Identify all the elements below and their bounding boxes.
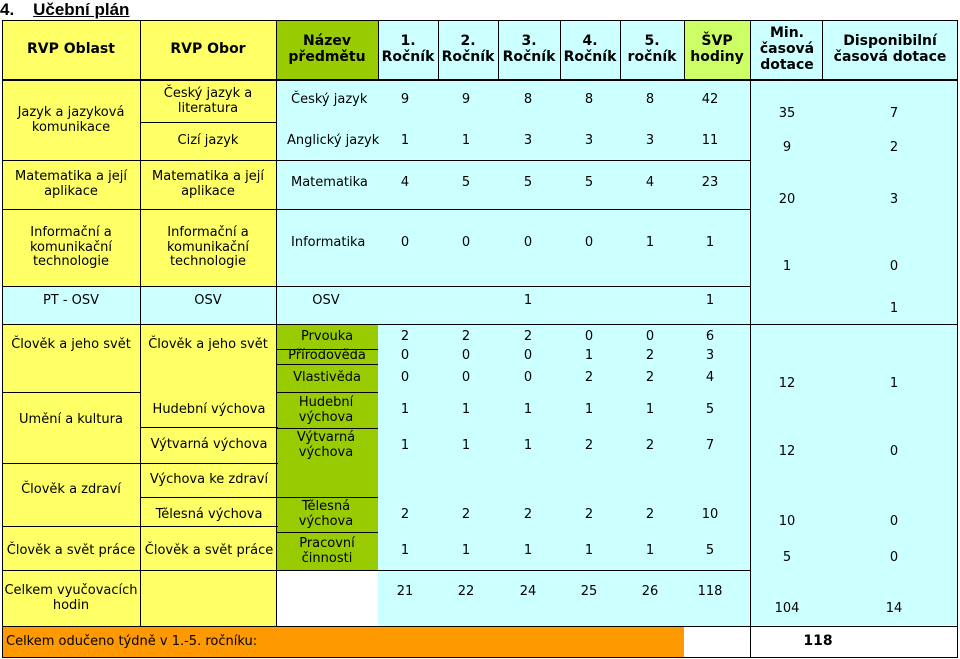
value-pri-total: 3 [705,348,715,364]
total-grade-4: 25 [580,583,598,599]
value-m-4: 5 [584,175,594,191]
value-prv-2: 2 [461,328,471,344]
value-pc-5: 1 [645,543,655,559]
value-pri-5: 2 [645,348,655,364]
value-tv-1: 2 [400,506,410,522]
header-svp-hours: ŠVP hodiny [690,33,744,65]
obor-telesna: Tělesná výchova [155,507,263,523]
value-i-1: 0 [400,234,410,250]
header-grade-3: 3. Ročník [502,33,556,65]
total-grade-2: 22 [457,583,475,599]
value-i-4: 0 [584,234,594,250]
value-vv-5: 2 [645,437,655,453]
value-m-2: 5 [461,175,471,191]
min-zdravi: 10 [778,513,796,529]
area-ikt: Informační a komunikační technologie [29,225,113,270]
value-vla-4: 2 [584,370,594,386]
footer-total: 118 [803,633,833,650]
value-hv-total: 5 [705,402,715,418]
obor-matematika: Matematika a její aplikace [152,169,264,199]
header-rvp-oblast: RVP Oblast [27,41,115,58]
value-hv-2: 1 [461,402,471,418]
subject-cesky-jazyk: Český jazyk [291,91,368,107]
value-vla-1: 0 [400,370,410,386]
minimum-column-background [750,79,958,625]
total-row-subject-background [276,570,378,627]
subject-osv: OSV [312,292,340,308]
value-prv-total: 6 [705,328,715,344]
value-aj-total: 11 [701,133,719,149]
obor-prace: Člověk a svět práce [144,542,274,558]
value-pri-2: 0 [461,348,471,364]
value-hv-4: 1 [584,402,594,418]
value-pc-4: 1 [584,543,594,559]
min-prace: 5 [782,549,792,565]
disp-zdravi: 0 [889,513,899,529]
value-aj-1: 1 [400,133,410,149]
section-number: 4. [0,0,15,19]
value-i-total: 1 [705,234,715,250]
value-i-2: 0 [461,234,471,250]
value-aj-2: 1 [461,133,471,149]
value-hv-5: 1 [645,402,655,418]
area-prace: Člověk a svět práce [6,542,136,558]
total-grade-5: 26 [641,583,659,599]
value-vla-2: 0 [461,370,471,386]
value-m-1: 4 [400,175,410,191]
footer-label: Celkem odučeno týdně v 1.-5. ročníku: [6,633,258,649]
area-matematika: Matematika a její aplikace [15,169,127,199]
section-title [0,0,129,20]
header-min-time: Min. časová dotace [759,25,815,73]
value-vla-3: 0 [523,370,533,386]
value-pc-1: 1 [400,543,410,559]
disp-prace: 0 [889,549,899,565]
value-m-3: 5 [523,175,533,191]
value-cj-5: 8 [645,91,655,107]
section-title-text: Učební plán [33,0,130,19]
value-aj-5: 3 [645,133,655,149]
value-tv-2: 2 [461,506,471,522]
value-vv-1: 1 [400,437,410,453]
value-cj-1: 9 [400,91,410,107]
disp-jazyk: 7 [889,105,899,121]
area-umeni: Umění a kultura [19,411,123,427]
min-jazyk: 35 [778,105,796,121]
min-matematika: 20 [778,191,796,207]
total-min: 104 [774,600,800,616]
value-tv-5: 2 [645,506,655,522]
subject-matematika: Matematika [291,175,368,191]
disp-ikt: 0 [889,258,899,274]
value-pri-4: 1 [584,348,594,364]
disp-matematika: 3 [889,191,899,207]
value-osv: 1 [523,292,533,308]
value-prv-4: 0 [584,328,594,344]
subject-pracovni: Pracovní činnosti [299,535,355,566]
value-vv-2: 1 [461,437,471,453]
value-m-5: 4 [645,175,655,191]
value-vv-4: 2 [584,437,594,453]
disp-osv: 1 [889,300,899,316]
area-zdravi: Člověk a zdraví [21,481,121,497]
min-umeni: 12 [778,443,796,459]
total-grade-1: 21 [396,583,414,599]
value-osv-total: 1 [705,292,715,308]
value-hv-1: 1 [400,402,410,418]
value-tv-total: 10 [701,506,719,522]
value-prv-3: 2 [523,328,533,344]
total-hours-label: Celkem vyučovacích hodin [4,582,138,613]
value-tv-4: 2 [584,506,594,522]
value-pc-3: 1 [523,543,533,559]
value-m-total: 23 [701,175,719,191]
subject-hudebni: Hudební výchova [298,394,354,425]
subject-vlastiveda: Vlastivěda [293,370,361,386]
header-grade-5: 5. ročník [627,33,677,65]
value-vla-5: 2 [645,370,655,386]
value-pc-total: 5 [705,543,715,559]
value-hv-3: 1 [523,402,533,418]
obor-osv: OSV [194,292,222,308]
value-tv-3: 2 [523,506,533,522]
obor-ikt: Informační a komunikační technologie [166,225,250,270]
obor-hudebni: Hudební výchova [152,401,266,417]
value-pri-3: 0 [523,348,533,364]
header-grade-2: 2. Ročník [441,33,495,65]
value-prv-1: 2 [400,328,410,344]
header-grade-1: 1. Ročník [381,33,435,65]
total-svp: 118 [697,583,723,599]
subject-informatika: Informatika [291,234,366,250]
total-grade-3: 24 [519,583,537,599]
subject-telesna: Tělesná výchova [298,499,354,529]
area-clovek-svet: Člověk a jeho svět [11,336,131,352]
obor-vychova-ke-zdravi: Výchova ke zdraví [149,472,269,488]
header-grade-4: 4. Ročník [563,33,617,65]
value-aj-3: 3 [523,133,533,149]
header-available-time: Disponibilní časová dotace [833,33,947,65]
value-pc-2: 1 [461,543,471,559]
value-pri-1: 0 [400,348,410,364]
min-cizi-jazyk: 9 [782,139,792,155]
obor-vytvarna: Výtvarná výchova [150,437,268,453]
value-i-3: 0 [523,234,533,250]
value-cj-4: 8 [584,91,594,107]
value-vv-total: 7 [705,437,715,453]
subject-anglicky-jazyk: Anglický jazyk [287,133,380,149]
min-ikt: 1 [782,258,792,274]
disp-clovek-svet: 1 [889,375,899,391]
value-prv-5: 0 [645,328,655,344]
disp-cizi-jazyk: 2 [889,139,899,155]
value-cj-2: 9 [461,91,471,107]
subject-prirodoveda: Přírodověda [288,348,366,364]
value-vv-3: 1 [523,437,533,453]
obor-cizi-jazyk: Cizí jazyk [177,133,239,149]
subject-vytvarna: Výtvarná výchova [296,430,356,460]
header-rvp-obor: RVP Obor [170,41,246,58]
total-disp: 14 [885,600,903,616]
header-subject-name: Název předmětu [288,33,366,65]
value-vla-total: 4 [705,370,715,386]
value-aj-4: 3 [584,133,594,149]
obor-cesky-jazyk: Český jazyk a literatura [163,85,253,116]
min-clovek-svet: 12 [778,375,796,391]
subject-prvouka: Prvouka [300,328,354,344]
value-i-5: 1 [645,234,655,250]
disp-umeni: 0 [889,443,899,459]
area-osv: PT - OSV [42,292,100,308]
value-cj-total: 42 [701,91,719,107]
area-jazyk: Jazyk a jazyková komunikace [17,104,125,135]
obor-clovek-svet: Člověk a jeho svět [148,336,268,352]
value-cj-3: 8 [523,91,533,107]
